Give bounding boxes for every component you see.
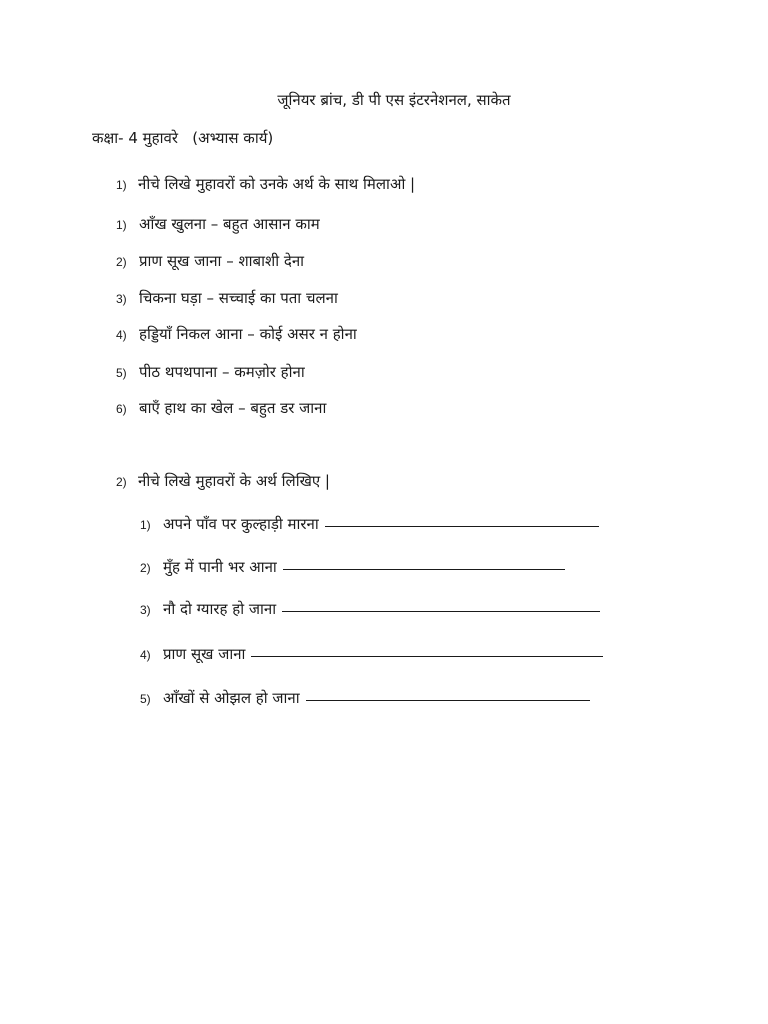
section1-number: 1)	[116, 178, 127, 192]
section2-number: 2)	[116, 475, 127, 489]
match-item	[116, 288, 338, 308]
item-number: 4)	[116, 328, 127, 342]
item-text: प्राण सूख जाना	[163, 645, 246, 663]
item-text: अपने पाँव पर कुल्हाड़ी मारना	[163, 515, 319, 533]
item-text: आँख खुलना – बहुत आसान काम	[139, 215, 320, 233]
section2-heading	[116, 471, 330, 491]
match-item	[116, 362, 305, 382]
item-number: 5)	[140, 692, 151, 706]
item-text: चिकना घड़ा – सच्चाई का पता चलना	[139, 289, 338, 307]
item-text: नौ दो ग्यारह हो जाना	[163, 600, 277, 618]
meaning-item	[140, 688, 590, 708]
item-text: पीठ थपथपाना – कमज़ोर होना	[139, 363, 305, 381]
answer-line[interactable]	[283, 568, 565, 570]
item-number: 4)	[140, 648, 151, 662]
school-title: जूनियर ब्रांच, डी पी एस इंटरनेशनल, साकेत	[277, 91, 511, 109]
item-text: हड्डियाँ निकल आना – कोई असर न होना	[139, 325, 357, 343]
item-number: 2)	[140, 561, 151, 575]
meaning-item	[140, 644, 603, 664]
meaning-item	[140, 514, 599, 534]
match-item	[116, 214, 320, 234]
item-number: 5)	[116, 366, 127, 380]
section2-instruction: नीचे लिखे मुहावरों के अर्थ लिखिए |	[138, 472, 330, 490]
answer-line[interactable]	[251, 655, 603, 657]
item-number: 1)	[116, 218, 127, 232]
match-item	[116, 398, 326, 418]
section1-heading	[116, 174, 415, 194]
item-number: 3)	[116, 292, 127, 306]
item-number: 6)	[116, 402, 127, 416]
match-item	[116, 251, 304, 271]
meaning-item	[140, 599, 600, 619]
match-item	[116, 324, 357, 344]
meaning-item	[140, 557, 565, 577]
item-text: आँखों से ओझल हो जाना	[163, 689, 300, 707]
class-line: कक्षा- 4 मुहावरे (अभ्यास कार्य)	[92, 129, 274, 147]
item-text: मुँह में पानी भर आना	[163, 558, 277, 576]
answer-line[interactable]	[306, 699, 590, 701]
item-number: 3)	[140, 603, 151, 617]
answer-line[interactable]	[282, 610, 600, 612]
section1-instruction: नीचे लिखे मुहावरों को उनके अर्थ के साथ मिलाओ |	[138, 175, 416, 193]
answer-line[interactable]	[325, 525, 599, 527]
item-text: बाएँ हाथ का खेल – बहुत डर जाना	[139, 399, 327, 417]
item-text: प्राण सूख जाना – शाबाशी देना	[139, 252, 305, 270]
item-number: 1)	[140, 518, 151, 532]
item-number: 2)	[116, 255, 127, 269]
